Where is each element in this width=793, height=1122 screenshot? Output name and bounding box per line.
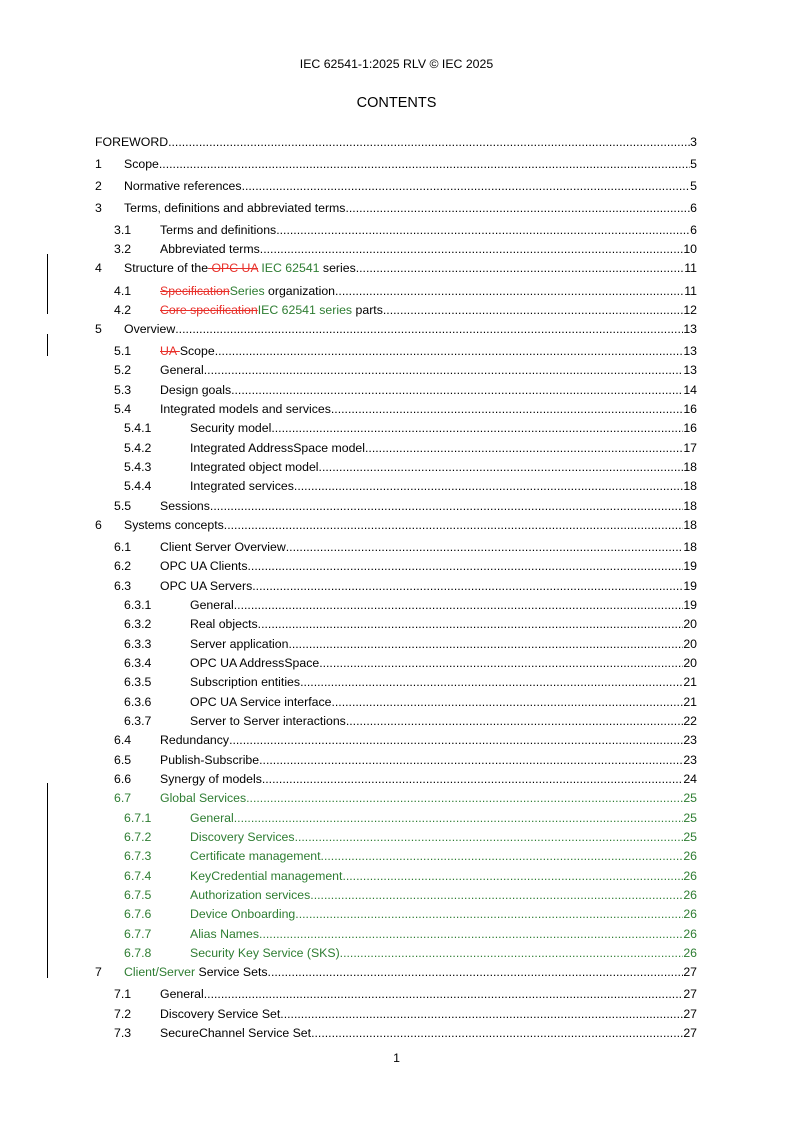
dot-leader bbox=[229, 732, 683, 749]
toc-entry-page: 11 bbox=[684, 284, 697, 298]
inserted-text: Client/Server bbox=[124, 965, 196, 979]
toc-entry[interactable] bbox=[0, 636, 793, 653]
entry-text: FOREWORD bbox=[95, 135, 169, 149]
toc-entry-title bbox=[160, 986, 204, 1003]
entry-text: SecureChannel Service Set bbox=[160, 1026, 312, 1040]
dot-leader bbox=[234, 597, 684, 614]
inserted-text: Authorization services bbox=[190, 888, 311, 902]
entry-text: Structure of the bbox=[124, 261, 209, 275]
toc-entry-page: 6 bbox=[690, 201, 697, 215]
toc-entry-page: 25 bbox=[683, 830, 697, 844]
toc-entry[interactable] bbox=[0, 260, 793, 277]
dot-leader bbox=[295, 906, 683, 923]
entry-text: Integrated object model bbox=[190, 460, 319, 474]
dot-leader bbox=[252, 578, 683, 595]
toc-entry-title bbox=[160, 752, 259, 769]
dot-leader bbox=[383, 302, 683, 319]
entry-text: Synergy of models bbox=[160, 772, 262, 786]
dot-leader bbox=[300, 674, 683, 691]
toc-entry-page: 11 bbox=[684, 261, 697, 275]
toc-entry-title bbox=[160, 343, 215, 360]
toc-entry-number: 6.3.1 bbox=[124, 598, 152, 612]
entry-text: Publish-Subscribe bbox=[160, 753, 260, 767]
toc-entry-page: 18 bbox=[683, 518, 697, 532]
inserted-text: IEC 62541 bbox=[257, 261, 320, 275]
toc-entry[interactable] bbox=[0, 887, 793, 904]
entry-text: Terms, definitions and abbreviated terms bbox=[124, 201, 346, 215]
toc-entry-number: 6.7.1 bbox=[124, 811, 152, 825]
toc-entry-page: 10 bbox=[683, 242, 697, 256]
toc-entry[interactable] bbox=[0, 222, 793, 239]
entry-text: organization bbox=[264, 284, 336, 298]
entry-text: Integrated models and services bbox=[160, 402, 331, 416]
toc-entry-title bbox=[160, 222, 276, 239]
toc-entry-number: 6.3.3 bbox=[124, 637, 152, 651]
toc-entry[interactable] bbox=[0, 790, 793, 807]
toc-entry[interactable] bbox=[0, 558, 793, 575]
toc-entry-page: 18 bbox=[683, 499, 697, 513]
toc-entry-title bbox=[160, 790, 246, 807]
toc-entry-page: 18 bbox=[683, 479, 697, 493]
toc-entry-number: 6.2 bbox=[114, 559, 132, 573]
inserted-text: Device Onboarding bbox=[190, 907, 296, 921]
toc-entry-page: 18 bbox=[683, 460, 697, 474]
dot-leader bbox=[335, 283, 684, 300]
toc-entry-title bbox=[190, 674, 300, 691]
inserted-text: Alias Names bbox=[190, 927, 260, 941]
toc-entry-number: 6.7.8 bbox=[124, 946, 152, 960]
toc-entry-title bbox=[160, 362, 204, 379]
dot-leader bbox=[259, 752, 683, 769]
toc-entry-title bbox=[124, 260, 356, 277]
toc-entry-number: 5.1 bbox=[114, 344, 132, 358]
toc-entry-number: 6.5 bbox=[114, 753, 132, 767]
toc-entry-title bbox=[160, 578, 252, 595]
toc-entry-page: 26 bbox=[683, 849, 697, 863]
toc-entry-number: 4 bbox=[95, 261, 102, 275]
entry-text: Discovery Service Set bbox=[160, 1007, 281, 1021]
toc-entry-number: 5.4 bbox=[114, 402, 132, 416]
toc-entry[interactable] bbox=[0, 829, 793, 846]
toc-entry-title bbox=[95, 134, 168, 151]
toc-entry[interactable] bbox=[0, 420, 793, 437]
dot-leader bbox=[215, 343, 684, 360]
toc-entry[interactable] bbox=[0, 156, 793, 173]
entry-text: parts bbox=[352, 303, 383, 317]
dot-leader bbox=[365, 440, 683, 457]
inserted-text: Series bbox=[229, 284, 265, 298]
toc-entry-title bbox=[190, 713, 346, 730]
toc-entry-number: 5.3 bbox=[114, 383, 132, 397]
toc-entry-page: 5 bbox=[690, 157, 697, 171]
toc-entry[interactable] bbox=[0, 616, 793, 633]
toc-entry[interactable] bbox=[0, 478, 793, 495]
dot-leader bbox=[280, 1006, 683, 1023]
entry-text: Server application bbox=[190, 637, 289, 651]
toc-entry[interactable] bbox=[0, 964, 793, 981]
toc-entry-number: 5.5 bbox=[114, 499, 132, 513]
entry-text: General bbox=[160, 363, 204, 377]
toc-entry[interactable] bbox=[0, 771, 793, 788]
toc-entry-page: 27 bbox=[683, 965, 697, 979]
toc-entry[interactable] bbox=[0, 732, 793, 749]
toc-entry-page: 27 bbox=[683, 1026, 697, 1040]
toc-entry-number: 6.7.5 bbox=[124, 888, 152, 902]
toc-entry-page: 19 bbox=[683, 598, 697, 612]
toc-entry-page: 16 bbox=[683, 421, 697, 435]
toc-entry-page: 14 bbox=[683, 383, 697, 397]
toc-entry[interactable] bbox=[0, 1025, 793, 1042]
toc-entry-title bbox=[160, 498, 210, 515]
toc-entry-number: 3.1 bbox=[114, 223, 132, 237]
dot-leader bbox=[168, 134, 690, 151]
toc-entry[interactable] bbox=[0, 578, 793, 595]
toc-entry-title bbox=[160, 283, 335, 300]
toc-entry[interactable] bbox=[0, 694, 793, 711]
toc-entry-number: 6.1 bbox=[114, 540, 132, 554]
entry-text: OPC UA AddressSpace bbox=[190, 656, 320, 670]
dot-leader bbox=[268, 964, 684, 981]
dot-leader bbox=[260, 241, 684, 258]
toc-entry-page: 19 bbox=[683, 559, 697, 573]
entry-text: Redundancy bbox=[160, 733, 230, 747]
toc-entry-number: 6.7.6 bbox=[124, 907, 152, 921]
toc-entry-number: 4.2 bbox=[114, 303, 132, 317]
toc-entry-title bbox=[160, 302, 383, 319]
toc-entry-number: 5.4.3 bbox=[124, 460, 152, 474]
entry-text: OPC UA Service interface bbox=[190, 695, 332, 709]
dot-leader bbox=[342, 868, 683, 885]
dot-leader bbox=[204, 362, 684, 379]
entry-text: Overview bbox=[124, 322, 176, 336]
entry-text: Real objects bbox=[190, 617, 258, 631]
toc-entry-page: 13 bbox=[683, 344, 697, 358]
toc-entry-page: 21 bbox=[683, 675, 697, 689]
dot-leader bbox=[247, 558, 683, 575]
dot-leader bbox=[242, 178, 691, 195]
toc-entry-page: 5 bbox=[690, 179, 697, 193]
toc-entry-number: 6.3.5 bbox=[124, 675, 152, 689]
toc-entry-title bbox=[160, 382, 231, 399]
toc-entry-page: 17 bbox=[683, 441, 697, 455]
toc-entry-title bbox=[160, 241, 260, 258]
toc-entry[interactable] bbox=[0, 655, 793, 672]
toc-entry-title bbox=[160, 1006, 280, 1023]
toc-entry[interactable] bbox=[0, 926, 793, 943]
dot-leader bbox=[258, 616, 684, 633]
dot-leader bbox=[271, 420, 683, 437]
toc-entry-page: 26 bbox=[683, 888, 697, 902]
inserted-text: KeyCredential management bbox=[190, 869, 343, 883]
toc-entry-title bbox=[190, 597, 234, 614]
toc-entry-number: 6.6 bbox=[114, 772, 132, 786]
toc-entry-page: 3 bbox=[690, 135, 697, 149]
dot-leader bbox=[288, 636, 683, 653]
dot-leader bbox=[262, 771, 683, 788]
toc-entry-page: 25 bbox=[683, 811, 697, 825]
page-number: 1 bbox=[393, 1051, 400, 1065]
entry-text: General bbox=[190, 598, 234, 612]
toc-entry-title bbox=[124, 178, 242, 195]
dot-leader bbox=[231, 382, 683, 399]
dot-leader bbox=[276, 222, 690, 239]
toc-entry-number: 7.2 bbox=[114, 1007, 132, 1021]
toc-entry-number: 2 bbox=[95, 179, 102, 193]
toc-entry[interactable] bbox=[0, 283, 793, 300]
toc-entry-title bbox=[190, 945, 340, 962]
toc-entry-page: 25 bbox=[683, 791, 697, 805]
toc-entry-title bbox=[160, 771, 262, 788]
entry-text: OPC UA Clients bbox=[160, 559, 248, 573]
toc-entry-number: 5.4.4 bbox=[124, 479, 152, 493]
toc-entry-page: 13 bbox=[683, 363, 697, 377]
toc-entry-title bbox=[190, 478, 294, 495]
toc-entry-page: 27 bbox=[683, 987, 697, 1001]
dot-leader bbox=[210, 498, 683, 515]
toc-entry-title bbox=[190, 926, 259, 943]
inserted-text: Security Key Service (SKS) bbox=[190, 946, 340, 960]
toc-entry-page: 26 bbox=[683, 946, 697, 960]
toc-entry[interactable] bbox=[0, 868, 793, 885]
toc-entry[interactable] bbox=[0, 597, 793, 614]
toc-entry[interactable] bbox=[0, 986, 793, 1003]
entry-text: Scope bbox=[179, 344, 215, 358]
page-title: CONTENTS bbox=[356, 95, 437, 111]
toc-entry-title bbox=[190, 694, 331, 711]
toc-entry-number: 6.3.4 bbox=[124, 656, 152, 670]
toc-entry-number: 5.4.2 bbox=[124, 441, 152, 455]
toc-entry-page: 16 bbox=[683, 402, 697, 416]
entry-text: Integrated services bbox=[190, 479, 294, 493]
toc-entry-number: 3 bbox=[95, 201, 102, 215]
dot-leader bbox=[346, 713, 683, 730]
change-bar bbox=[47, 783, 48, 978]
toc-entry-number: 5 bbox=[95, 322, 102, 336]
inserted-text: IEC 62541 series bbox=[257, 303, 353, 317]
toc-entry[interactable] bbox=[0, 810, 793, 827]
dot-leader bbox=[319, 459, 684, 476]
toc-entry-number: 6.7.7 bbox=[124, 927, 152, 941]
entry-text: series bbox=[319, 261, 356, 275]
toc-entry-number: 6.3.7 bbox=[124, 714, 152, 728]
toc-entry-title bbox=[190, 868, 342, 885]
toc-entry-number: 6.3 bbox=[114, 579, 132, 593]
toc-entry-number: 3.2 bbox=[114, 242, 132, 256]
dot-leader bbox=[356, 260, 685, 277]
entry-text: Service Sets bbox=[195, 965, 268, 979]
toc-entry-page: 26 bbox=[683, 927, 697, 941]
toc-entry-number: 6.3.6 bbox=[124, 695, 152, 709]
deleted-text: OPC UA bbox=[208, 261, 258, 275]
dot-leader bbox=[345, 200, 690, 217]
dot-leader bbox=[294, 478, 683, 495]
toc-entry-number: 5.4.1 bbox=[124, 421, 152, 435]
toc-entry-number: 6.7.2 bbox=[124, 830, 152, 844]
toc-entry-number: 6 bbox=[95, 518, 102, 532]
entry-text: Design goals bbox=[160, 383, 232, 397]
toc-entry[interactable] bbox=[0, 343, 793, 360]
toc-entry[interactable] bbox=[0, 134, 793, 151]
toc-entry[interactable] bbox=[0, 848, 793, 865]
toc-entry[interactable] bbox=[0, 906, 793, 923]
toc-entry-title bbox=[160, 732, 229, 749]
toc-entry[interactable] bbox=[0, 713, 793, 730]
toc-entry-title bbox=[124, 200, 345, 217]
toc-entry-title bbox=[190, 636, 288, 653]
toc-entry[interactable] bbox=[0, 362, 793, 379]
toc-entry-title bbox=[190, 906, 295, 923]
toc-entry-number: 6.7 bbox=[114, 791, 132, 805]
toc-entry-page: 13 bbox=[683, 322, 697, 336]
toc-entry[interactable] bbox=[0, 517, 793, 534]
change-bar bbox=[47, 334, 48, 356]
dot-leader bbox=[234, 810, 684, 827]
toc-entry-page: 23 bbox=[683, 753, 697, 767]
entry-text: Terms and definitions bbox=[160, 223, 277, 237]
toc-entry[interactable] bbox=[0, 302, 793, 319]
dot-leader bbox=[246, 790, 683, 807]
toc-entry-page: 18 bbox=[683, 540, 697, 554]
toc-entry[interactable] bbox=[0, 440, 793, 457]
toc-entry-number: 6.4 bbox=[114, 733, 132, 747]
toc-entry-title bbox=[160, 558, 247, 575]
toc-entry-title bbox=[190, 887, 310, 904]
toc-entry-title bbox=[124, 517, 224, 534]
toc-entry[interactable] bbox=[0, 401, 793, 418]
deleted-text: Specification bbox=[160, 284, 230, 298]
toc-entry-title bbox=[190, 616, 258, 633]
toc-entry-title bbox=[190, 848, 321, 865]
toc-entry-page: 20 bbox=[683, 617, 697, 631]
entry-text: Normative references bbox=[124, 179, 242, 193]
toc-entry-title bbox=[124, 964, 268, 981]
toc-entry-title bbox=[160, 1025, 311, 1042]
toc-entry-number: 6.7.3 bbox=[124, 849, 152, 863]
entry-text: Subscription entities bbox=[190, 675, 301, 689]
entry-text: Systems concepts bbox=[124, 518, 224, 532]
dot-leader bbox=[321, 848, 684, 865]
toc-entry-page: 6 bbox=[690, 223, 697, 237]
inserted-text: General bbox=[190, 811, 234, 825]
dot-leader bbox=[295, 829, 684, 846]
toc-entry-page: 26 bbox=[683, 869, 697, 883]
entry-text: General bbox=[160, 987, 204, 1001]
toc-entry-number: 1 bbox=[95, 157, 102, 171]
dot-leader bbox=[310, 887, 683, 904]
entry-text: Client Server Overview bbox=[160, 540, 286, 554]
entry-text: Scope bbox=[124, 157, 159, 171]
toc-entry[interactable] bbox=[0, 178, 793, 195]
inserted-text: Global Services bbox=[160, 791, 247, 805]
dot-leader bbox=[331, 694, 683, 711]
toc-entry[interactable] bbox=[0, 1006, 793, 1023]
toc-entry-page: 12 bbox=[683, 303, 697, 317]
dot-leader bbox=[175, 321, 683, 338]
dot-leader bbox=[204, 986, 684, 1003]
toc-entry-number: 5.2 bbox=[114, 363, 132, 377]
entry-text: Integrated AddressSpace model bbox=[190, 441, 366, 455]
toc-entry-number: 6.3.2 bbox=[124, 617, 152, 631]
dot-leader bbox=[319, 655, 683, 672]
entry-text: Server to Server interactions bbox=[190, 714, 346, 728]
toc-entry-page: 26 bbox=[683, 907, 697, 921]
toc-entry[interactable] bbox=[0, 382, 793, 399]
toc-entry[interactable] bbox=[0, 321, 793, 338]
toc-entry-page: 22 bbox=[683, 714, 697, 728]
toc-entry-title bbox=[160, 401, 331, 418]
entry-text: Abbreviated terms bbox=[160, 242, 260, 256]
inserted-text: Discovery Services bbox=[190, 830, 295, 844]
toc-entry-number: 4.1 bbox=[114, 284, 132, 298]
toc-entry-number: 7.3 bbox=[114, 1026, 132, 1040]
toc-entry-page: 19 bbox=[683, 579, 697, 593]
toc-entry-page: 24 bbox=[683, 772, 697, 786]
toc-entry-title bbox=[124, 156, 159, 173]
page-header: IEC 62541-1:2025 RLV © IEC 2025 bbox=[299, 57, 494, 71]
entry-text: Sessions bbox=[160, 499, 210, 513]
toc-entry[interactable] bbox=[0, 674, 793, 691]
toc-entry[interactable] bbox=[0, 539, 793, 556]
change-bar bbox=[47, 254, 48, 314]
dot-leader bbox=[286, 539, 684, 556]
deleted-text: Core specification bbox=[160, 303, 258, 317]
toc-entry[interactable] bbox=[0, 498, 793, 515]
toc-entry-title bbox=[190, 655, 319, 672]
dot-leader bbox=[259, 926, 683, 943]
dot-leader bbox=[340, 945, 684, 962]
toc-entry-title bbox=[190, 829, 295, 846]
dot-leader bbox=[224, 517, 684, 534]
toc-entry-title bbox=[190, 810, 234, 827]
toc-entry-number: 7 bbox=[95, 965, 102, 979]
dot-leader bbox=[311, 1025, 683, 1042]
entry-text: OPC UA Servers bbox=[160, 579, 253, 593]
toc-entry-title bbox=[190, 440, 365, 457]
toc-entry[interactable] bbox=[0, 459, 793, 476]
dot-leader bbox=[159, 156, 690, 173]
toc-entry-page: 21 bbox=[683, 695, 697, 709]
toc-entry[interactable] bbox=[0, 200, 793, 217]
toc-entry[interactable] bbox=[0, 752, 793, 769]
toc-entry-title bbox=[124, 321, 175, 338]
toc-entry-title bbox=[190, 459, 319, 476]
toc-entry-title bbox=[160, 539, 286, 556]
toc-entry-page: 20 bbox=[683, 656, 697, 670]
toc-entry-page: 23 bbox=[683, 733, 697, 747]
inserted-text: Certificate management bbox=[190, 849, 321, 863]
toc-entry[interactable] bbox=[0, 945, 793, 962]
toc-entry[interactable] bbox=[0, 241, 793, 258]
toc-entry-page: 27 bbox=[683, 1007, 697, 1021]
deleted-text: UA bbox=[160, 344, 180, 358]
toc-entry-number: 7.1 bbox=[114, 987, 132, 1001]
toc-entry-title bbox=[190, 420, 271, 437]
toc-entry-number: 6.7.4 bbox=[124, 869, 152, 883]
entry-text: Security model bbox=[190, 421, 272, 435]
toc-entry-page: 20 bbox=[683, 637, 697, 651]
dot-leader bbox=[331, 401, 683, 418]
